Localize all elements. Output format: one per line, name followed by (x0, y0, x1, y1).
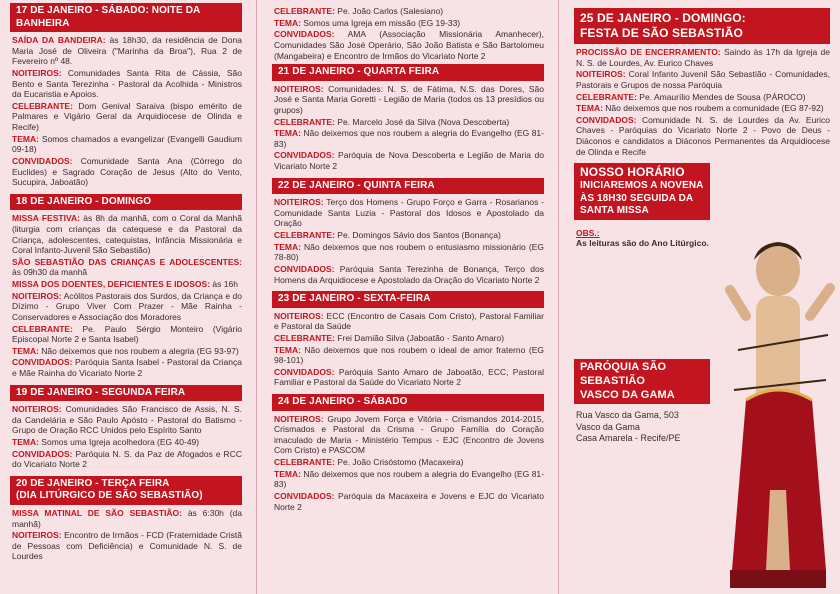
entry-text: Pe. João Crisóstomo (Macaxeira) (337, 457, 464, 467)
entry-line (274, 311, 544, 332)
entry-line (274, 18, 544, 29)
day-heading: 23 DE JANEIRO - SEXTA-FEIRA (272, 291, 544, 308)
entry-text: Pe. Paulo Sérgio Monteiro (Vigário Episcopal Norte 2 e Santa Isabel) (12, 323, 242, 345)
entry-text: Dom Genival Saraiva (bispo emérito de Palmares e Vigário Geral da Arquidiocese de Olinda e Recife) (12, 100, 242, 132)
entry-line (274, 367, 544, 388)
entry-label: MISSA DOS DOENTES, DEFICIENTES E IDOSOS: (12, 279, 211, 289)
entry-label: TEMA: (274, 241, 301, 252)
entry-text: Acólitos Pastorais dos Surdos, da Criança e do Dízimo - Grupo Viver Com Prazer - Mãe Rainha - Conservadores e Associação dos Moradores (12, 290, 242, 322)
column-divider (558, 0, 559, 594)
entry-text: Somos chamados a evangelizar (Evangelli Gaudium 09-18) (12, 133, 242, 155)
entry-text: Somos uma Igreja em missão (EG 19-33) (303, 17, 461, 28)
entry-text: às 8h da manhã, com o Coral da Manhã (liturgia com crianças da catequese e da Pastoral da Criança, adolescentes, catequistas, Infância Missionária e Coral Infanto-Juvenil São Sebastião) (12, 213, 243, 256)
entry-text: Grupo Jovem Força e Vitória - Crismandos 2014-2015, Crismados e Pastoral da Crisma - Grupo Família do Coração imaculado de Maria - Ministério Tempus - EJC (Encontro de Jovens Com Cristo) e PASCOM (274, 413, 544, 456)
entry-label: CONVIDADOS: (274, 150, 335, 161)
entry-text: Pe. Domingos Sávio dos Santos (Bonança) (337, 230, 501, 240)
entry-line (12, 156, 242, 188)
entry-label: NOITEIROS: (274, 413, 324, 424)
parish-heading: PARÓQUIA SÃO SEBASTIÃO VASCO DA GAMA (574, 359, 710, 404)
entry-text: Coral Infanto Juvenil São Sebastião - Comunidades, Pastorais e Grupos de nossa Paróquia (576, 69, 830, 90)
entry-label: MISSA MATINAL DE SÃO SEBASTIÃO: (12, 507, 182, 518)
entry-label: CELEBRANTE: (274, 332, 335, 343)
day-heading: 24 DE JANEIRO - SÁBADO (272, 394, 544, 411)
entry-label: CELEBRANTE: (274, 457, 335, 467)
festival-day-heading: 25 DE JANEIRO - DOMINGO: FESTA DE SÃO SEBASTIÃO (574, 8, 830, 44)
entry-line (12, 35, 242, 67)
entry-label: NOITEIROS: (274, 310, 324, 321)
entry-label: PROCISSÃO DE ENCERRAMENTO: (576, 47, 721, 57)
entry-line (12, 279, 242, 290)
entry-label: NOITEIROS: (12, 290, 62, 301)
entry-text: Paróquia N. S. da Paz de Afogados e RCC do Vicariato Norte 2 (12, 448, 242, 470)
day-heading: 22 DE JANEIRO - QUINTA FEIRA (272, 178, 544, 195)
entry-label: CONVIDADOS: (274, 366, 335, 377)
entry-line (274, 150, 544, 171)
entry-label: NOITEIROS: (12, 67, 62, 78)
entry-label: CONVIDADOS: (576, 114, 637, 125)
entry-text: Comunidades: N. S. de Fátima, N.S. das Dores, São José e Santa Maria Goretti - Legião de Maria (todos os 13 presídios ou grupos) (274, 83, 544, 115)
entry-label: SÃO SEBASTIÃO DAS CRIANÇAS E ADOLESCENTES: (12, 256, 242, 267)
entry-line (12, 291, 242, 323)
entry-line (12, 530, 242, 562)
entry-line (12, 213, 242, 256)
entry-text: Terço dos Homens - Grupo Forço e Garra - Rosarianos - Comunidade Santa Luzia - Pastoral dos Idosos e Apostolado da Oração (274, 197, 544, 229)
entry-text: Saindo às 17h da Igreja de N. S. de Lourdes, Av. Eurico Chaves (576, 47, 830, 68)
day-heading: 21 DE JANEIRO - QUARTA FEIRA (272, 64, 544, 81)
entry-label: CONVIDADOS: (12, 448, 73, 459)
entry-text: Paróquia de Nova Descoberta e Legião de Maria do Vicariato Norte 2 (274, 150, 544, 171)
entry-line (274, 333, 544, 344)
day-block (262, 64, 554, 172)
entry-line (274, 128, 544, 149)
entry-label: CONVIDADOS: (274, 490, 335, 501)
entry-line (274, 457, 544, 468)
entry-line (576, 92, 830, 103)
entry-text: ECC (Encontro de Casais Com Cristo), Pastoral Familiar e Pastoral da Saúde (274, 310, 544, 332)
entry-line (274, 242, 544, 263)
entry-line (576, 69, 830, 90)
entry-label: NOITEIROS: (576, 69, 626, 80)
entry-label: CELEBRANTE: (274, 230, 335, 240)
entry-text: Comunidades São Francisco de Assis, N. S. da Candelária e São Paulo Apósto - Pastoral do Batismo - Grupo de Oração RCC Unidos pelo Espírito Santo (12, 404, 242, 436)
entry-label: CONVIDADOS: (274, 263, 335, 274)
entry-label: CONVIDADOS: (12, 155, 73, 166)
entry-label: TEMA: (12, 345, 39, 356)
entry-text: Não deixemos que nos roubem a alegria do Evangelho (EG 81-83) (274, 128, 544, 149)
entry-text: Paróquia Santo Amaro de Jaboatão, ECC, Pastoral Familiar e Pastoral da Saúde do Vicariato Norte 2 (274, 366, 544, 388)
entry-line (12, 134, 242, 155)
entry-line (12, 357, 242, 378)
entry-line (274, 6, 544, 17)
entry-label: CELEBRANTE: (274, 116, 335, 127)
entry-line (12, 437, 242, 448)
day-heading: 19 DE JANEIRO - SEGUNDA FEIRA (10, 385, 242, 402)
entry-label: CELEBRANTE: (576, 91, 637, 102)
saint-sebastian-image (716, 230, 836, 590)
entry-text: Paróquia Santa Terezinha de Bonança, Terço dos Homens da Arquidiocese e Apostolado da Oração do Vicariato Norte 2 (274, 263, 544, 285)
entry-text: às 18h30, da residência de Dona Maria José de Oliveira ("Marinha da Broa"), Rua 2 de Fevereiro nº 48. (12, 35, 242, 67)
entry-line (12, 404, 242, 436)
entry-label: CELEBRANTE: (12, 100, 73, 111)
entry-line (274, 230, 544, 241)
day-heading: 18 DE JANEIRO - DOMINGO (10, 194, 242, 211)
entry-line (12, 257, 242, 278)
entry-label: TEMA: (576, 103, 603, 114)
entry-line (12, 324, 242, 345)
entry-line (12, 101, 242, 133)
entry-label: MISSA FESTIVA: (12, 213, 80, 224)
entry-text: às 16h (212, 279, 238, 289)
entry-line (12, 68, 242, 100)
entry-label: CELEBRANTE: (274, 6, 335, 16)
entry-line (274, 414, 544, 457)
middle-column (262, 0, 554, 594)
entry-text: Pe. Marcelo José da Silva (Nova Descoberta) (337, 116, 510, 127)
entry-label: TEMA: (12, 437, 39, 447)
entry-text: Não deixemos que nos roubem o entusiasmo missionário (EG 78-80) (274, 241, 544, 263)
entry-label: NOITEIROS: (274, 83, 324, 94)
entry-label: NOITEIROS: (12, 404, 62, 415)
entry-text: AMA (Associação Missionária Amanhecer), Comunidades São José Operário, São João Batista e São Bartolomeu (Mangabeira) e Encontro de Irmãos do Vicariato Norte 2 (274, 29, 544, 61)
entry-text: Somos uma Igreja acolhedora (EG 40-49) (41, 437, 200, 447)
entry-label: CELEBRANTE: (12, 323, 73, 334)
day-block (262, 394, 554, 512)
entry-text: Encontro de Irmãos - FCD (Fraternidade Cristã de Pessoas com Deficiência) e Comunidade N. S. de Lourdes (12, 530, 242, 562)
entry-line (274, 197, 544, 229)
schedule-heading: NOSSO HORÁRIO INICIAREMOS A NOVENA ÀS 18H30 SEGUIDA DA SANTA MISSA (574, 163, 710, 220)
entry-label: TEMA: (274, 17, 301, 28)
day-block (0, 385, 252, 470)
entry-text: Pe. Amaurílio Mendes de Sousa (PÁROCO) (639, 91, 806, 102)
entry-line (576, 103, 830, 114)
entry-line (12, 449, 242, 470)
entry-line (274, 345, 544, 366)
entry-text: às 09h30 da manhã (12, 267, 88, 278)
day-heading: 17 DE JANEIRO - SÁBADO: NOITE DA BANHEIRA (10, 3, 242, 32)
entry-label: NOITEIROS: (12, 530, 62, 541)
entry-text: Não deixemos que nos roubem a alegria (EG 93-97) (41, 345, 239, 356)
entry-label: CONVIDADOS: (274, 29, 335, 40)
entry-text: Comunidade N. S. de Lourdes da Av. Eurico Chaves - Paróquias do Vicariato Norte 2 - Povo de Deus - Diáconos e candidatos a Diáconos Permanentes da Arquidiocese de Olinda e Recife (576, 114, 830, 157)
entry-text: Comunidades Santa Rita de Cássia, São Bento e Santa Terezinha - Pastoral da Acolhida - Ministros da Eucaristia e Apoios. (12, 67, 242, 100)
day-block (0, 3, 252, 188)
entry-line (576, 47, 830, 68)
entry-label: CONVIDADOS: (12, 357, 73, 368)
entry-text: Paróquia da Macaxeira e Jovens e EJC do Vicariato Norte 2 (274, 490, 544, 512)
entry-text: Não deixemos que nos roubem a comunidade (EG 87-92) (605, 103, 824, 114)
left-column (0, 0, 252, 594)
entry-line (274, 491, 544, 512)
entry-label: TEMA: (274, 128, 301, 139)
entry-line (274, 29, 544, 61)
entry-label: TEMA: (274, 468, 301, 479)
day-block (262, 178, 554, 286)
entry-line (274, 84, 544, 116)
entry-label: SAÍDA DA BANDEIRA: (12, 35, 106, 45)
entry-text: Não deixemos que nos roubem o ideal de amor fraterno (EG 98-101) (274, 344, 544, 366)
entry-line (12, 508, 242, 529)
entry-line (12, 346, 242, 357)
day-block (0, 194, 252, 379)
entry-line (274, 469, 544, 490)
entry-text: Paróquia Santa Isabel - Pastoral da Criança e Mãe Rainha do Vicariato Norte 2 (12, 357, 242, 378)
entry-text: Não deixemos que nos roubem a alegria do Evangelho (EG 81-83) (274, 468, 544, 490)
column-divider (256, 0, 257, 594)
entry-label: TEMA: (274, 344, 301, 355)
entry-text: Comunidade Santa Ana (Córrego do Euclides) e Sagrado Coração de Jesus (Alto do Vento, Sucupira, Jaboatão) (12, 155, 242, 188)
day-block (0, 476, 252, 562)
day-heading: 20 DE JANEIRO - TERÇA FEIRA (DIA LITÚRGICO DE SÃO SEBASTIÃO) (10, 476, 242, 505)
right-column (564, 0, 840, 594)
entry-text: às 6:30h (da manhã) (12, 507, 242, 529)
parish-address: Rua Vasco da Gama, 503 Vasco da Gama Casa Amarela - Recife/PE (576, 410, 681, 443)
entry-line (274, 117, 544, 128)
entry-text: Frei Damião Silva (Jaboatão - Santo Amaro) (337, 332, 505, 343)
entry-line (274, 264, 544, 285)
entry-text: Pe. João Carlos (Salesiano) (337, 6, 444, 16)
entry-line (576, 115, 830, 158)
entry-label: NOITEIROS: (274, 197, 324, 208)
entry-label: TEMA: (12, 133, 39, 144)
day-block (262, 291, 554, 388)
obs-note: OBS.: As leituras são do Ano Litúrgico. (576, 227, 709, 249)
